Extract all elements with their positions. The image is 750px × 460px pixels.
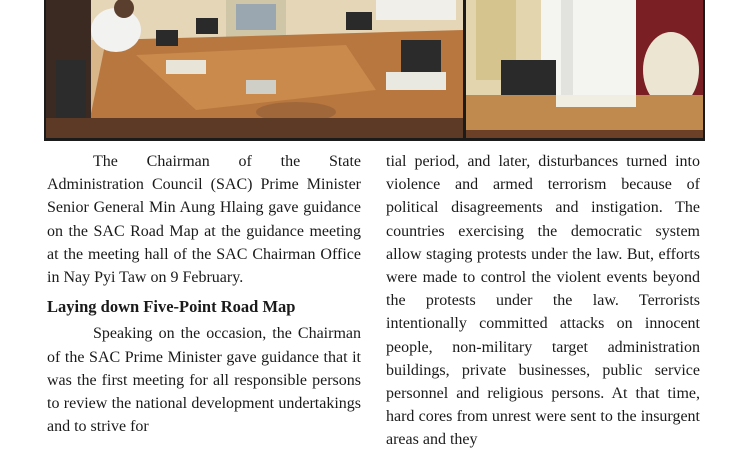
lead-paragraph: The Chairman of the State Administration Council (SAC) Prime Minister Senior General Min Aung Hlaing gave guidance on the SAC Road Map at the guidance meeting at the meeting hall of the SAC Chairman Office in Nay Pyi Taw on 9 February. (47, 153, 361, 287)
article-column-left (47, 150, 361, 438)
body-paragraph: Speaking on the occasion, the Chairman of the SAC Prime Minister gave guidance that it was the first meeting for all responsible persons to review the national development undertakings and to strive for (47, 325, 361, 436)
section-heading: Laying down Five-Point Road Map (47, 297, 296, 317)
photo-strip (44, 0, 705, 141)
article-column-right (386, 150, 700, 452)
body-paragraph-continued: tial period, and later, disturbances turned into violence and armed terrorism because of political disagreements and instigation. The countries exercising the democratic system allow staging protests under the law. But, efforts were made to control the violent events beyond the protests under the law. Terrorists intentionally committed attacks on innocent people, non-military target administration buildings, private businesses, public service personnel and religious persons. At that time, hard cores from unrest were sent to the insurgent areas and they (386, 153, 700, 449)
chairman-photo (466, 0, 703, 138)
meeting-photo (46, 0, 463, 138)
